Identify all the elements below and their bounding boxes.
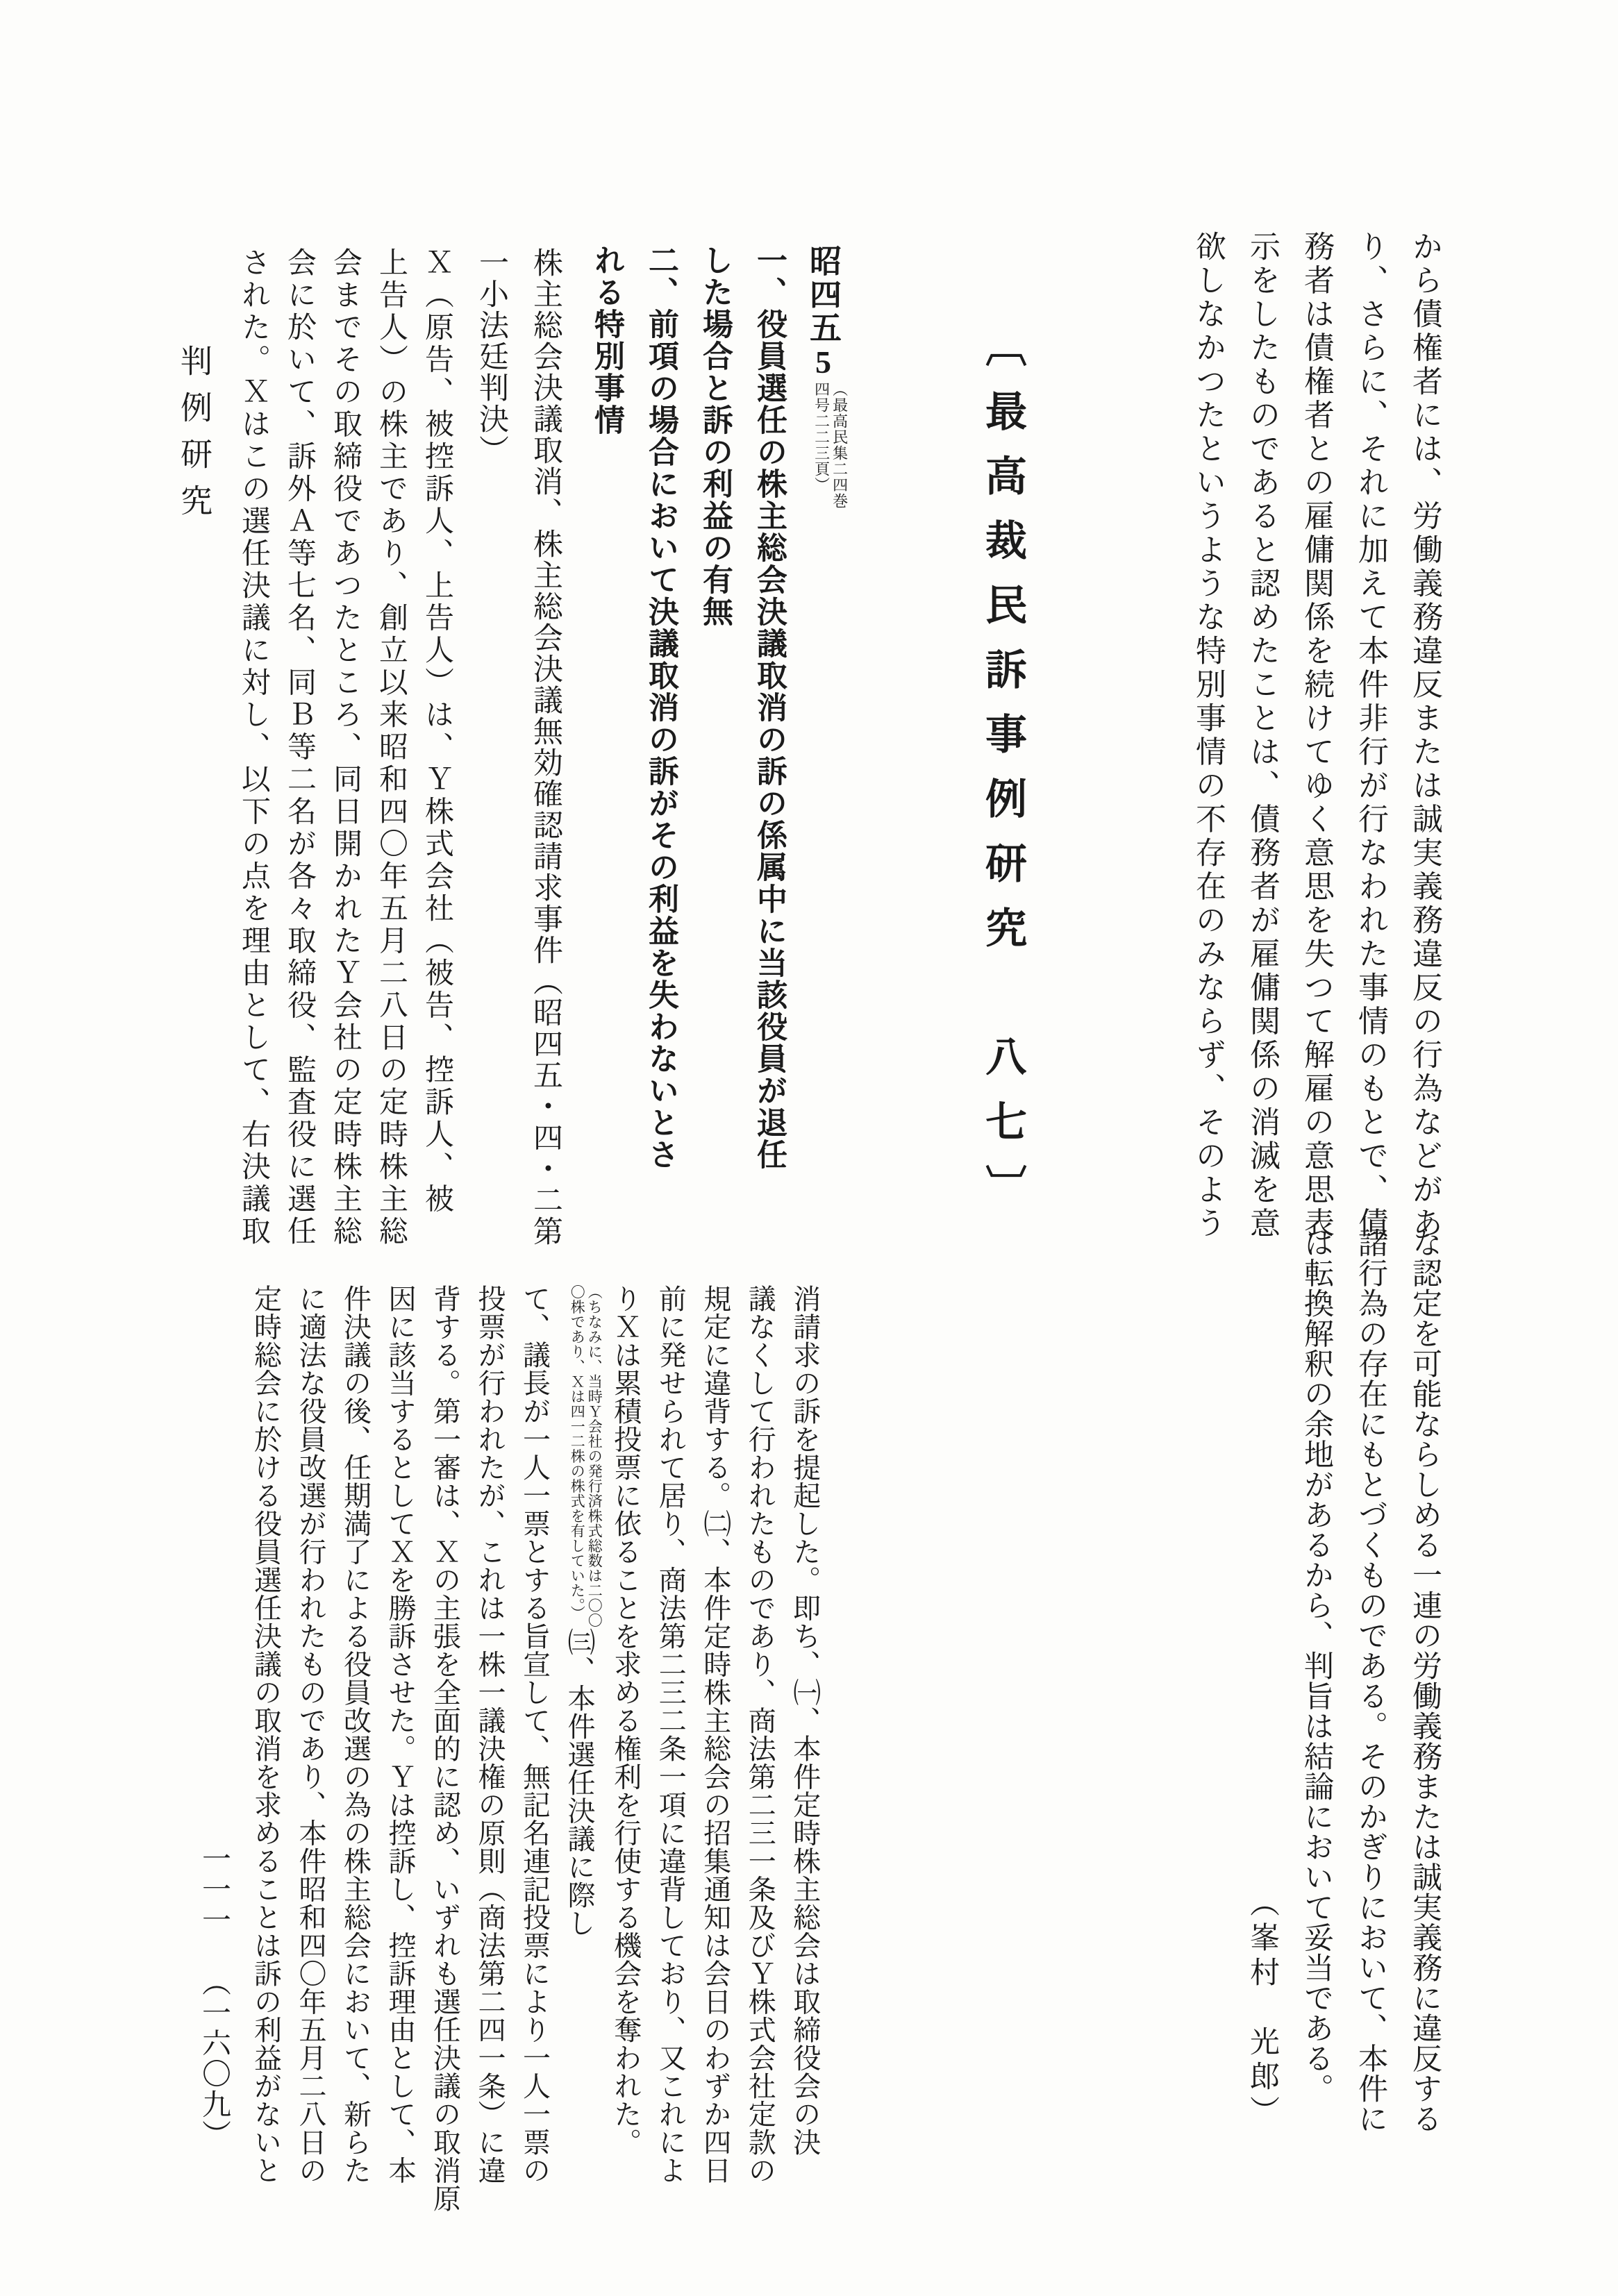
page-footer-block: [192, 1843, 236, 2190]
note-column: [557, 1284, 603, 2197]
text-column: された。Ｘはこの選任決議に対し、以下の点を理由として、右決議取: [237, 247, 269, 1248]
headnote-column: 一、役員選任の株主総会決議取消の訴の係属中に当該役員が退任: [752, 244, 786, 1171]
text-column: りＸは累積投票に依ることを求める権利を行使する機会を奪われた。: [610, 1284, 642, 2156]
text-column: 株主総会決議取消、株主総会決議無効確認請求事件（昭四五・四・二第: [529, 247, 562, 1247]
text-column: 定時総会に於ける役員選任決議の取消を求めることは訴の利益がないと: [250, 1284, 282, 2184]
note-tail-text: ㈢、本件選任決議に際し: [564, 1627, 595, 1937]
running-head: 判例研究: [176, 344, 212, 530]
facts-top-block: [231, 247, 460, 1271]
page-number-column: [192, 1843, 236, 2190]
prev-article-bottom-block: [1235, 1227, 1451, 2134]
headnote-column: れる特別事情: [590, 244, 624, 436]
text-column: 務者は債権者との雇傭関係を続けてゆく意思を失つて解雇の意思表: [1299, 231, 1333, 1241]
text-column: 件決議の後、任期満了による役員改選の為の株主総会において、新らた: [340, 1284, 372, 2184]
text-column: り、さらに、それに加えて本件非行が行なわれた事情のもとで、債: [1353, 231, 1387, 1241]
facts-bottom-block: [243, 1284, 827, 2213]
inline-note: [568, 1284, 603, 1628]
text-column: て、議長が一人一票とする旨宣して、無記名連記投票により一人一票の: [519, 1284, 551, 2184]
case-number: 昭四五5: [806, 244, 841, 381]
text-column: から債権者には、労働義務違反または誠実義務違反の行為などがあ: [1408, 231, 1442, 1241]
text-column: 示をしたものであると認めたことは、債務者が雇傭関係の消滅を意: [1245, 231, 1279, 1241]
text-column: に適法な役員改選が行われたものであり、本件昭和四〇年五月二八日の: [295, 1284, 326, 2184]
text-column: な認定を可能ならしめる一連の労働義務または誠実義務に違反する: [1408, 1227, 1441, 2134]
text-column: 欲しなかつたというような特別事情の不存在のみならず、そのよう: [1191, 231, 1225, 1241]
headnote-column: した場合と訴の利益の有無: [698, 244, 732, 628]
text-column: は転換解釈の余地があるから、判旨は結論において妥当である。: [1300, 1227, 1333, 2104]
case-header-block: [579, 244, 850, 1230]
text-column: 因に該当するとしてＸを勝訴させた。Ｙは控訴し、控訴理由として、本: [385, 1284, 416, 2184]
page-number: 一一一: [198, 1843, 230, 1935]
case-citation-line: （最高民集二四巻: [831, 381, 849, 509]
text-column: 議なくして行われたものであり、商法第二三一条及びＹ株式会社定款の: [744, 1284, 776, 2184]
author-attribution: （峯村 光郎）: [1246, 1887, 1278, 2130]
text-column: 諸行為の存在にもとづくものである。そのかぎりにおいて、本件に: [1354, 1227, 1387, 2134]
case-number-column: [796, 244, 850, 1230]
text-column: 消請求の訴を提起した。即ち、㈠、本件定時株主総会は取締役会の決: [789, 1284, 821, 2156]
text-column: 投票が行われたが、これは一株一議決権の原則（商法第二四一条）に違: [474, 1284, 506, 2184]
inline-note-line: （ちなみに、当時Ｙ会社の発行済株式総数は二〇〇: [586, 1284, 603, 1628]
text-column: Ｘ（原告、被控訴人、上告人）は、Ｙ株式会社（被告、控訴人、被: [421, 247, 453, 1216]
series-title-block: [969, 325, 1036, 1248]
case-citation-line: 四号二二三頁）: [812, 381, 831, 493]
text-column: 規定に違背する。㈡、本件定時株主総会の招集通知は会日のわずか四日: [699, 1284, 731, 2184]
text-column: 一小法廷判決）: [475, 247, 508, 466]
prev-article-top-block: [1181, 231, 1451, 1255]
text-column: 前に発せられて居り、商法第二三二条一項に違背しており、又これによ: [655, 1284, 687, 2184]
running-head-block: [172, 344, 215, 573]
text-column: 会までその取締役であつたところ、同日開かれたＹ会社の定時株主総: [329, 247, 361, 1248]
case-citation: [812, 381, 849, 509]
series-title: 〔最高裁民訴事例研究 八七〕: [980, 325, 1026, 1229]
text-column: 会に於いて、訴外Ａ等七名、同Ｂ等二名が各々取締役、監査役に選任: [283, 247, 315, 1248]
text-column: 上告人）の株主であり、創立以来昭和四〇年五月二八日の定時株主総: [375, 247, 407, 1248]
series-page-number: （一六〇九）: [198, 1967, 230, 2150]
inline-note-line: 〇株であり、Ｘは四一二株の株式を有していた。）: [569, 1284, 586, 1620]
text-column: 背する。第一審は、Ｘの主張を全面的に認め、いずれも選任決議の取消原: [429, 1284, 461, 2213]
case-name-block: [464, 247, 572, 1268]
headnote-column: 二、前項の場合において決議取消の訴がその利益を失わないとさ: [644, 244, 678, 1171]
